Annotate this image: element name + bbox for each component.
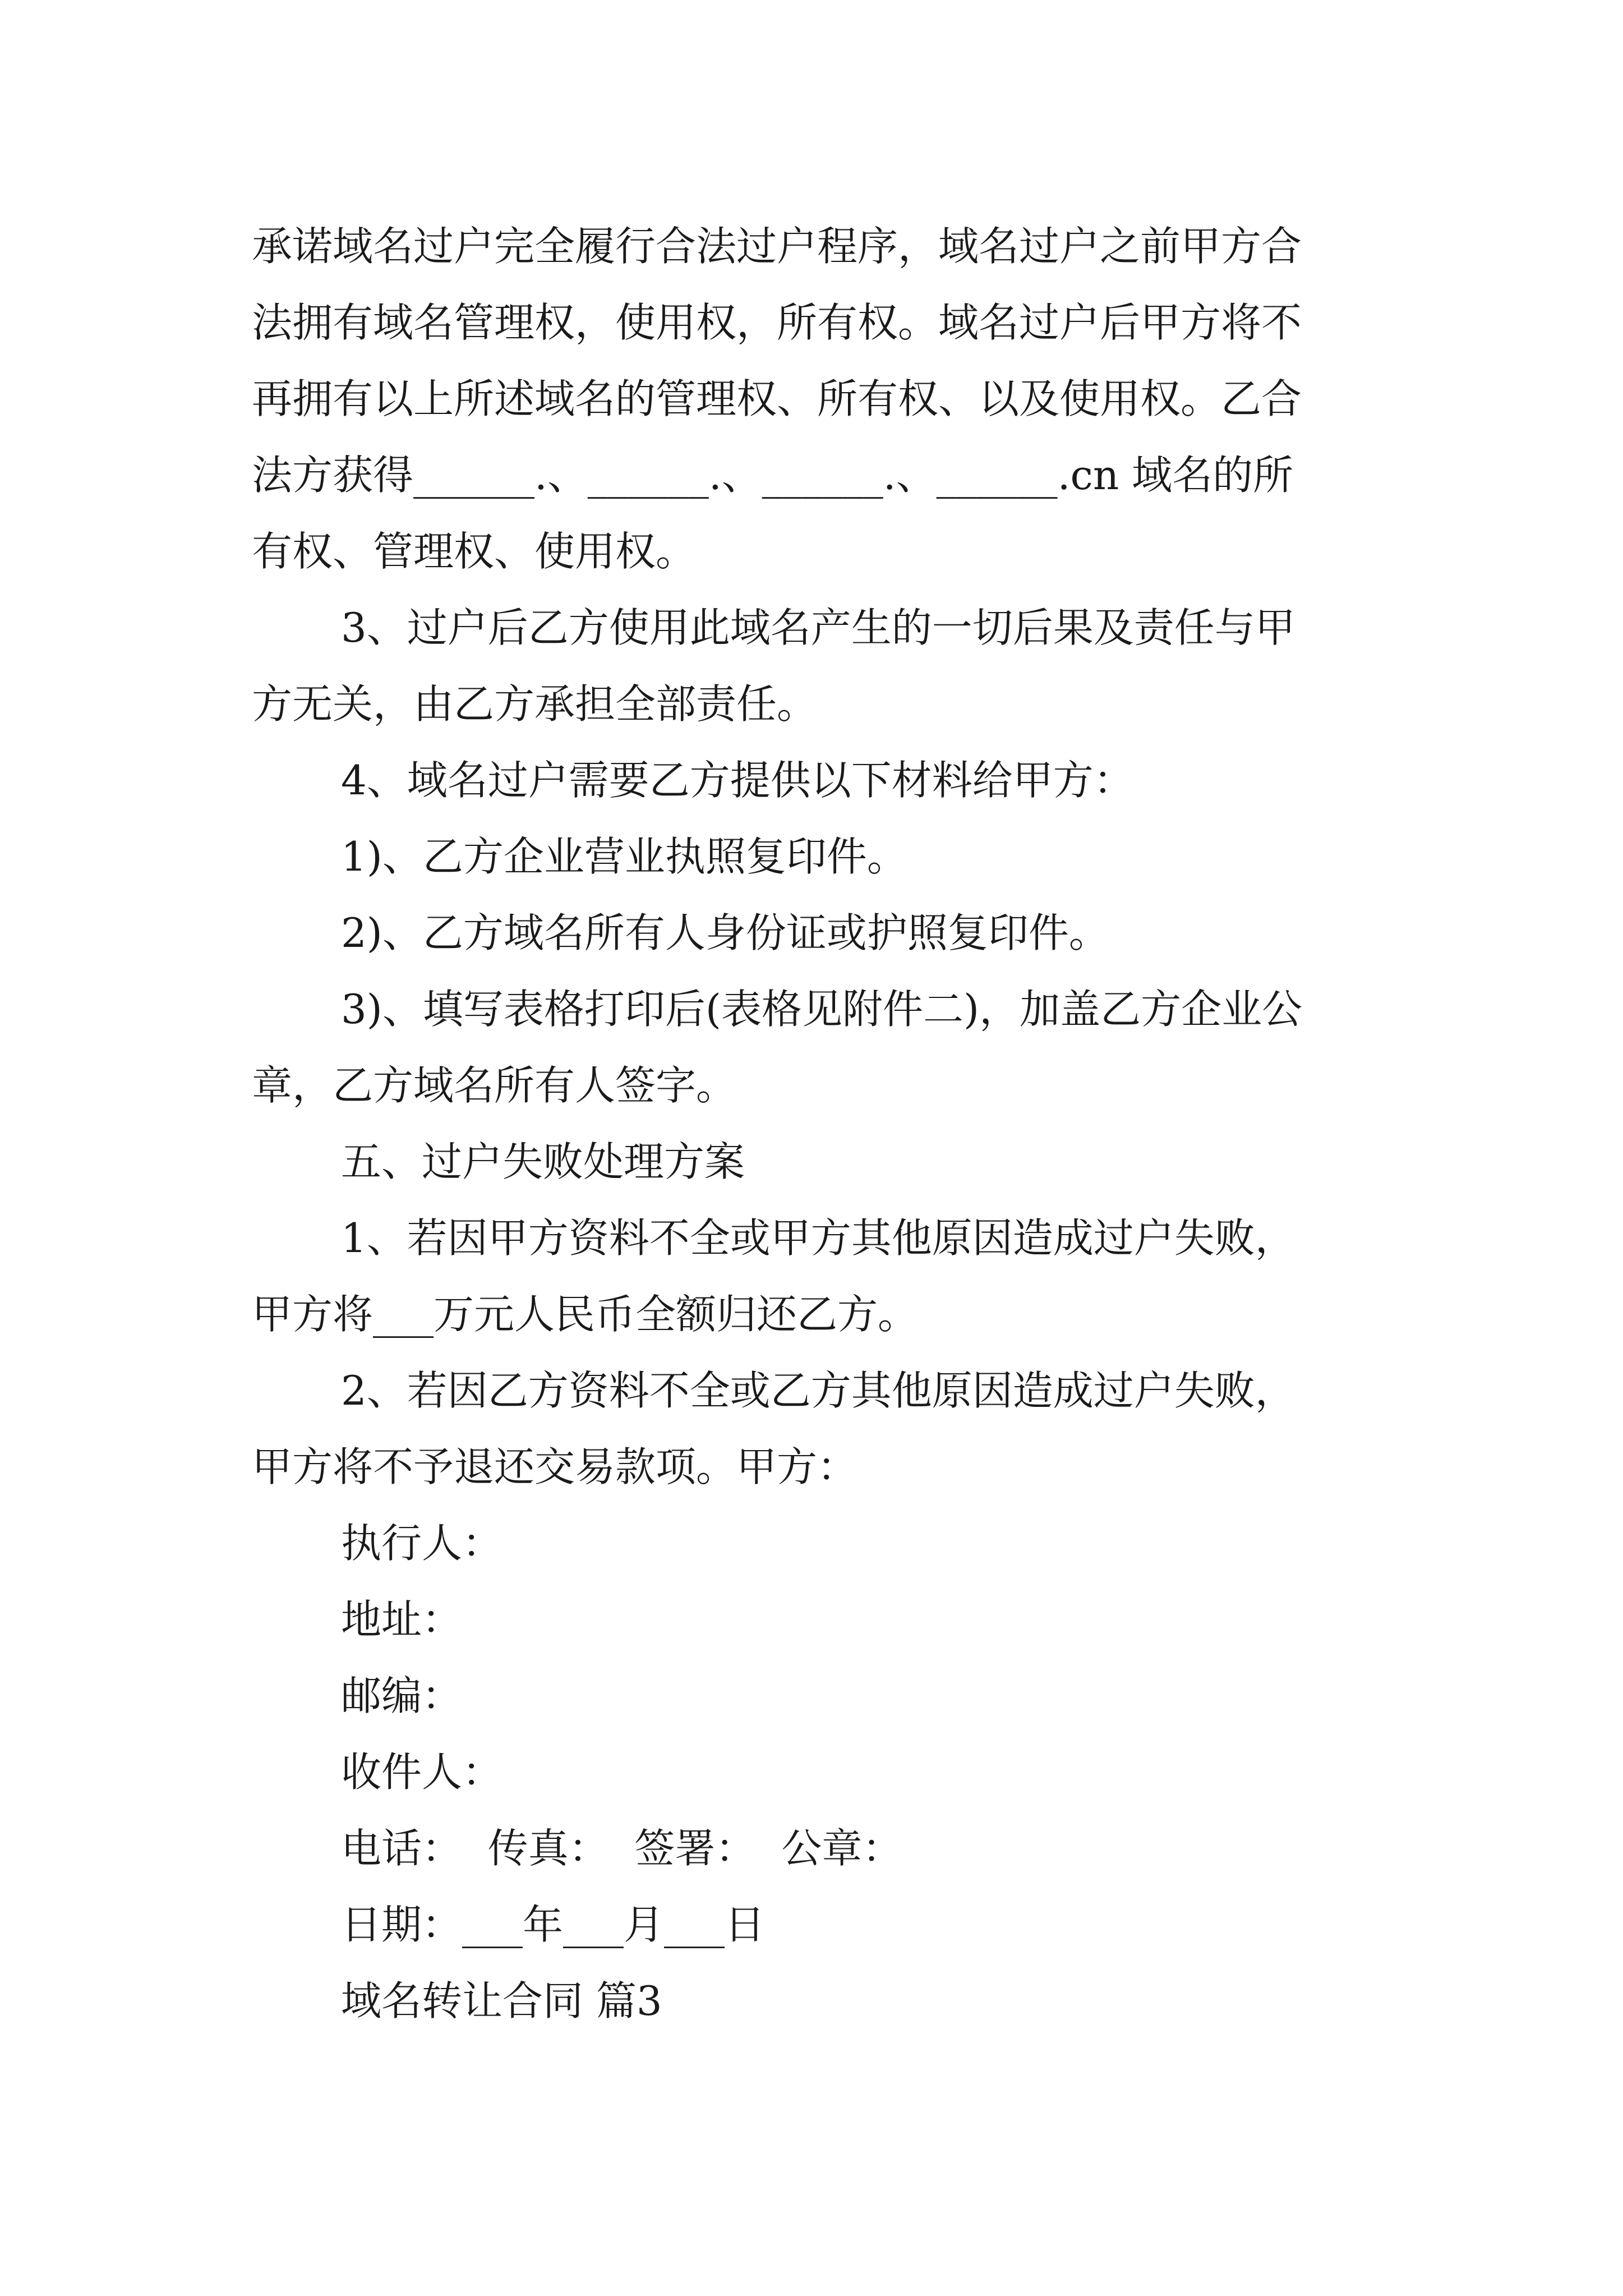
paragraph-line: 甲方将不予退还交易款项。甲方： — [252, 1443, 858, 1490]
paragraph-line: 再拥有以上所述域名的管理权、所有权、以及使用权。乙合 — [252, 375, 1302, 422]
signature-field-executor: 执行人： — [341, 1520, 503, 1567]
signature-field-postcode: 邮编： — [341, 1672, 463, 1719]
signature-field-recipient: 收件人： — [341, 1749, 503, 1796]
list-item: 1)、乙方企业营业执照复印件。 — [341, 833, 907, 880]
clause-2: 2、若因乙方资料不全或乙方其他原因造成过户失败， — [341, 1367, 1295, 1414]
paragraph-line: 有权、管理权、使用权。 — [252, 528, 697, 575]
paragraph-line: 承诺域名过户完全履行合法过户程序，域名过户之前甲方合 — [252, 223, 1302, 270]
paragraph-line: 法方获得______.、______.、______.、______.cn 域名的所 — [252, 452, 1294, 499]
clause-4: 4、域名过户需要乙方提供以下材料给甲方： — [341, 757, 1134, 804]
paragraph-line: 章，乙方域名所有人签字。 — [252, 1062, 737, 1109]
clause-1: 1、若因甲方资料不全或甲方其他原因造成过户失败， — [341, 1214, 1295, 1262]
signature-field-address: 地址： — [341, 1596, 463, 1643]
paragraph-line: 法拥有域名管理权，使用权，所有权。域名过户后甲方将不 — [252, 299, 1302, 346]
signature-field-date: 日期：___年___月___日 — [341, 1901, 766, 1948]
list-item: 3)、填写表格打印后(表格见附件二)，加盖乙方企业公 — [341, 986, 1303, 1033]
list-item: 2)、乙方域名所有人身份证或护照复印件。 — [341, 909, 1109, 956]
section-heading: 五、过户失败处理方案 — [341, 1138, 745, 1185]
paragraph-line: 方无关，由乙方承担全部责任。 — [252, 680, 818, 728]
clause-3: 3、过户后乙方使用此域名产生的一切后果及责任与甲 — [341, 604, 1295, 651]
signature-field-contact: 电话： 传真： 签署： 公章： — [341, 1825, 903, 1872]
next-section-title: 域名转让合同 篇3 — [341, 1977, 662, 2024]
paragraph-line: 甲方将___万元人民币全额归还乙方。 — [252, 1291, 919, 1338]
